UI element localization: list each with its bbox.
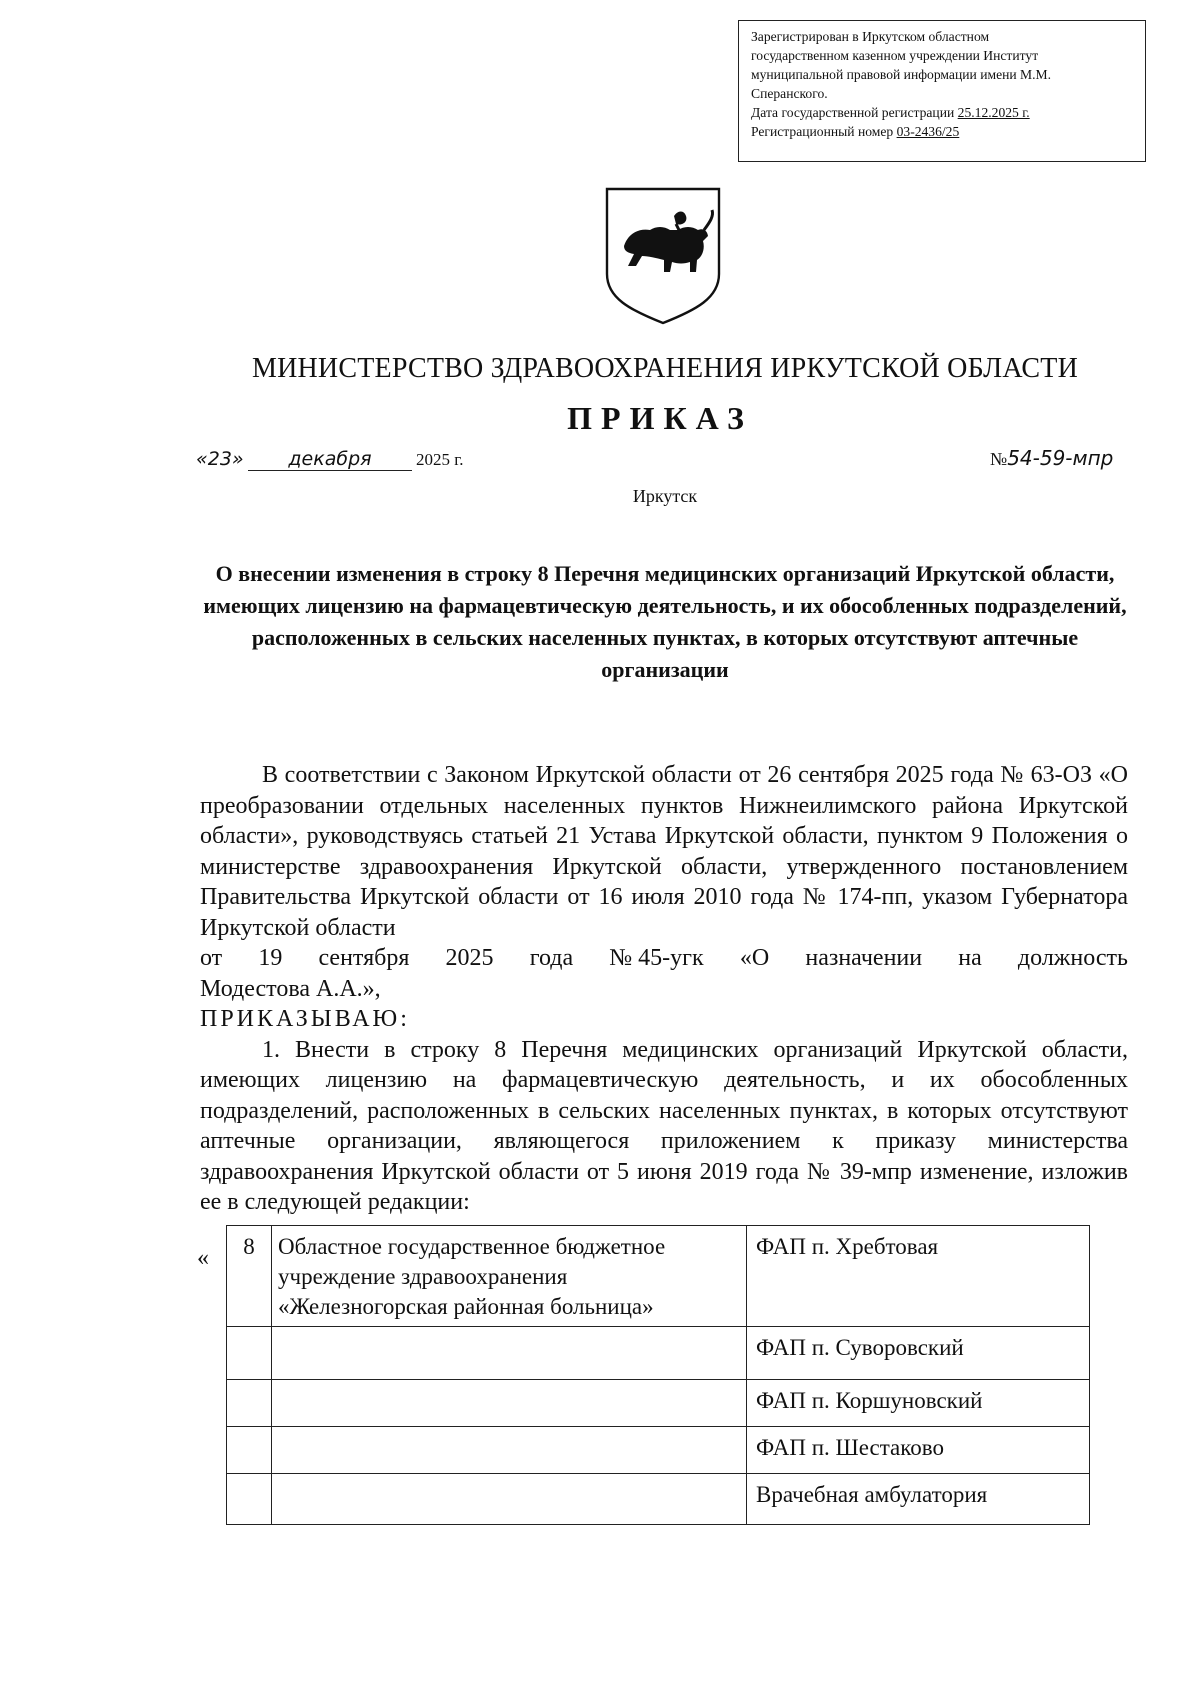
document-type: ПРИКАЗ (567, 400, 753, 436)
stamp-date-row (751, 103, 1135, 122)
row-number: 8 (227, 1226, 272, 1327)
organization-name (272, 1380, 747, 1427)
order-number-value: 54-59-мпр (1007, 446, 1114, 470)
order-verb: ПРИКАЗЫВАЮ: (200, 1006, 410, 1032)
table-row (227, 1327, 1090, 1380)
row-number (227, 1380, 272, 1427)
table-row (227, 1226, 1090, 1327)
preamble-word: сентября (318, 945, 410, 971)
organization-name: Областное государственное бюджетное учреждение здравоохранения «Железногорская районная больница» (272, 1226, 747, 1327)
preamble-word: от (200, 945, 223, 971)
organization-name (272, 1327, 747, 1380)
table-row (227, 1474, 1090, 1525)
order-item-1: 1. Внести в строку 8 Перечня медицинских организаций Иркутской области, имеющих лицензию на фармацевтическую деятельность, и их обособленных подразделений, расположенных в сельских населенных пунктах, в которых отсутствуют аптечные организации, являющегося приложением к приказу министерства здравоохранения Иркутской области от 5 июня 2019 года № 39-мпр изменение, изложив ее в следующей редакции: (200, 1036, 1128, 1215)
preamble-word: года (529, 945, 574, 971)
subdivision-name: ФАП п. Шестаково (747, 1427, 1090, 1474)
stamp-number-label: Регистрационный номер (751, 124, 894, 139)
subdivision-name: ФАП п. Коршуновский (747, 1380, 1090, 1427)
preamble-justified-line (200, 943, 1128, 974)
stamp-line: муниципальной правовой информации имени М.М. (751, 67, 1052, 82)
subdivision-name: Врачебная амбулатория (747, 1474, 1090, 1525)
table-row (227, 1427, 1090, 1474)
preamble-word: на (958, 945, 982, 971)
city: Иркутск (632, 486, 698, 506)
preamble-word: № 45-угк (609, 945, 704, 971)
preamble-word: 2025 (445, 945, 494, 971)
order-body (200, 760, 1128, 1218)
subdivision-name: ФАП п. Хребтовая (747, 1226, 1090, 1327)
preamble-word: «О (739, 945, 770, 971)
order-heading: О внесении изменения в строку 8 Перечня медицинских организаций Иркутской области, имеющих лицензию на фармацевтическую деятельность, и их обособленных подразделений, расположенных в сельских населенных пунктах, в которых отсутствуют аптечные организации (203, 561, 1127, 682)
preamble-word: должность (1017, 945, 1128, 971)
stamp-line: государственном казенном учреждении Институт (751, 48, 1039, 63)
stamp-line: Сперанского. (751, 86, 828, 101)
date-year: 2025 г. (416, 450, 464, 469)
date-day: «23» (196, 448, 244, 470)
organization-table (226, 1225, 1090, 1525)
row-number (227, 1327, 272, 1380)
stamp-number-row (751, 122, 1135, 141)
registration-stamp (738, 20, 1146, 162)
stamp-date-value: 25.12.2025 г. (957, 105, 1030, 120)
date-month: декабря (248, 448, 412, 471)
ministry-name: МИНИСТЕРСТВО ЗДРАВООХРАНЕНИЯ ИРКУТСКОЙ ОБЛАСТИ (251, 353, 1078, 384)
row-number (227, 1427, 272, 1474)
stamp-number-value: 03-2436/25 (896, 124, 960, 139)
preamble-paragraph: В соответствии с Законом Иркутской области от 26 сентября 2025 года № 63-ОЗ «О преобразовании отдельных населенных пунктов Нижнеилимского района Иркутской области», руководствуясь статьей 21 Устава Иркутской области, пунктом 9 Положения о министерстве здравоохранения Иркутской области, утвержденного постановлением Правительства Иркутской области от 16 июля 2010 года № 174-пп, указом Губернатора Иркутской области (200, 762, 1128, 941)
order-number (990, 446, 1140, 470)
row-number (227, 1474, 272, 1525)
stamp-date-label: Дата государственной регистрации (751, 105, 955, 120)
organization-name (272, 1427, 747, 1474)
table-row (227, 1380, 1090, 1427)
subdivision-name: ФАП п. Суворовский (747, 1327, 1090, 1380)
table-quote-open: « (197, 1245, 209, 1271)
preamble-end: Модестова А.А.», (200, 975, 381, 1002)
preamble-word: назначении (805, 945, 923, 971)
coat-of-arms-icon (604, 186, 722, 326)
organization-name (272, 1474, 747, 1525)
stamp-line: Зарегистрирован в Иркутском областном (751, 29, 990, 44)
order-number-prefix: № (990, 449, 1008, 469)
preamble-word: 19 (258, 945, 283, 971)
